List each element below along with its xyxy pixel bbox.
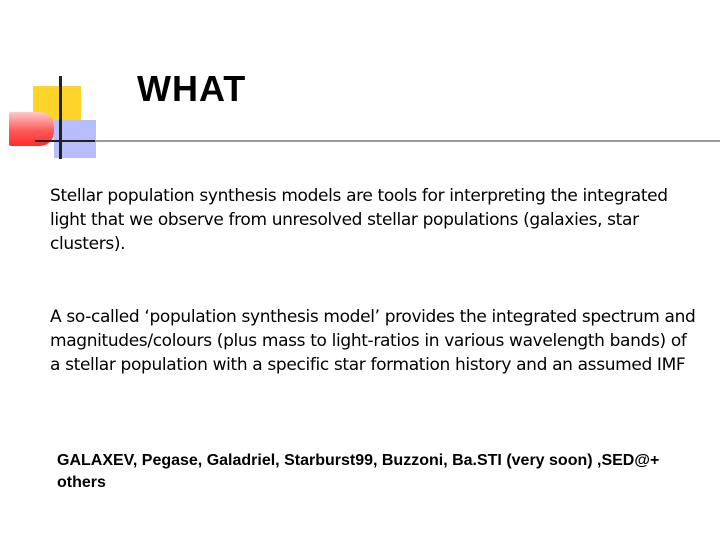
title-underline (35, 140, 720, 142)
decor-vertical-line (59, 76, 62, 159)
title-underline-accent (35, 140, 95, 142)
model-references: GALAXEV, Pegase, Galadriel, Starburst99, Buzzoni, Ba.STI (very soon) ,SED@+ others (57, 452, 660, 491)
slide-title: WHAT (137, 68, 247, 109)
paragraph-model-description: A so-called ‘population synthesis model’ provides the integrated spectrum and magnitudes/colours (plus mass to light-ratios in various wavelength bands) of a stellar population with a specific star formation history and an assumed IMF (50, 307, 696, 375)
paragraph-definition: Stellar population synthesis models are tools for interpreting the integrated light that we observe from unresolved stellar populations (galaxies, star clusters). (50, 186, 668, 254)
